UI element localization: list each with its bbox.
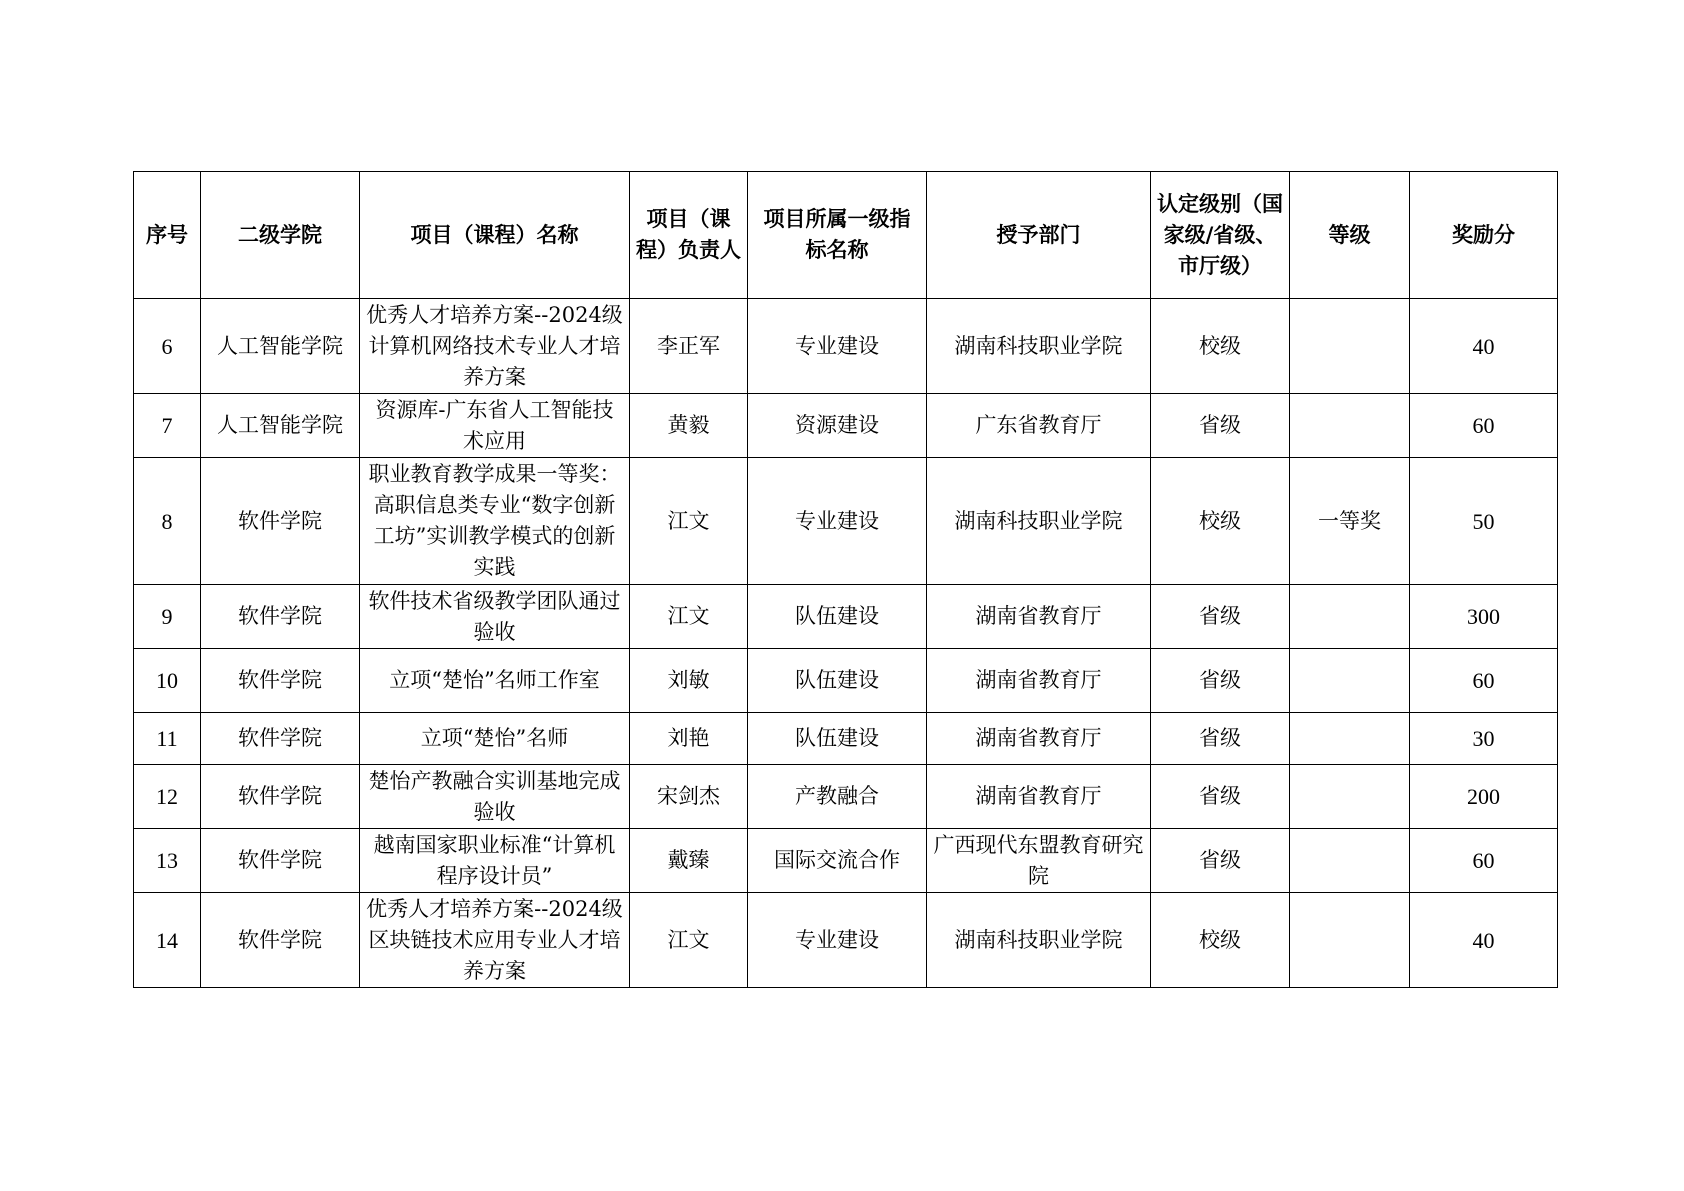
cell-level: 省级 [1151, 585, 1290, 649]
table-row [134, 394, 1558, 458]
table-row [134, 299, 1558, 394]
cell-project-name: 立项“楚怡”名师 [360, 713, 630, 765]
cell-index: 12 [134, 765, 201, 829]
cell-level: 省级 [1151, 829, 1290, 893]
cell-grade [1290, 829, 1410, 893]
cell-project-name: 职业教育教学成果一等奖：高职信息类专业“数字创新工坊”实训教学模式的创新实践 [360, 458, 630, 585]
cell-level: 省级 [1151, 649, 1290, 713]
cell-index: 8 [134, 458, 201, 585]
cell-index: 6 [134, 299, 201, 394]
cell-department: 湖南省教育厅 [927, 713, 1151, 765]
cell-grade [1290, 299, 1410, 394]
cell-department: 湖南省教育厅 [927, 585, 1151, 649]
cell-score: 200 [1410, 765, 1558, 829]
cell-index: 14 [134, 893, 201, 988]
cell-level: 校级 [1151, 458, 1290, 585]
cell-indicator: 专业建设 [748, 299, 927, 394]
cell-department: 广东省教育厅 [927, 394, 1151, 458]
cell-department: 湖南科技职业学院 [927, 299, 1151, 394]
cell-level: 省级 [1151, 765, 1290, 829]
cell-grade [1290, 394, 1410, 458]
cell-score: 40 [1410, 299, 1558, 394]
cell-index: 7 [134, 394, 201, 458]
cell-department: 广西现代东盟教育研究院 [927, 829, 1151, 893]
cell-indicator: 队伍建设 [748, 713, 927, 765]
cell-leader: 李正军 [630, 299, 748, 394]
table-row [134, 585, 1558, 649]
header-indicator: 项目所属一级指标名称 [748, 172, 927, 299]
cell-grade: 一等奖 [1290, 458, 1410, 585]
cell-project-name: 优秀人才培养方案--2024级区块链技术应用专业人才培养方案 [360, 893, 630, 988]
cell-grade [1290, 585, 1410, 649]
table-row [134, 829, 1558, 893]
cell-index: 9 [134, 585, 201, 649]
header-score: 奖励分 [1410, 172, 1558, 299]
table-row [134, 458, 1558, 585]
cell-leader: 宋剑杰 [630, 765, 748, 829]
cell-grade [1290, 765, 1410, 829]
cell-score: 40 [1410, 893, 1558, 988]
cell-indicator: 国际交流合作 [748, 829, 927, 893]
cell-score: 60 [1410, 829, 1558, 893]
cell-college: 软件学院 [201, 829, 360, 893]
cell-leader: 江文 [630, 585, 748, 649]
cell-indicator: 专业建设 [748, 893, 927, 988]
cell-project-name: 资源库-广东省人工智能技术应用 [360, 394, 630, 458]
header-department: 授予部门 [927, 172, 1151, 299]
cell-project-name: 越南国家职业标准“计算机程序设计员” [360, 829, 630, 893]
cell-college: 软件学院 [201, 893, 360, 988]
header-project-name: 项目（课程）名称 [360, 172, 630, 299]
cell-score: 30 [1410, 713, 1558, 765]
cell-college: 软件学院 [201, 765, 360, 829]
table-row [134, 893, 1558, 988]
header-level: 认定级别（国家级/省级、市厅级） [1151, 172, 1290, 299]
cell-level: 校级 [1151, 893, 1290, 988]
header-grade: 等级 [1290, 172, 1410, 299]
cell-level: 省级 [1151, 713, 1290, 765]
cell-leader: 戴臻 [630, 829, 748, 893]
cell-project-name: 立项“楚怡”名师工作室 [360, 649, 630, 713]
cell-project-name: 楚怡产教融合实训基地完成验收 [360, 765, 630, 829]
cell-grade [1290, 893, 1410, 988]
cell-level: 省级 [1151, 394, 1290, 458]
cell-indicator: 产教融合 [748, 765, 927, 829]
cell-index: 11 [134, 713, 201, 765]
cell-project-name: 优秀人才培养方案--2024级计算机网络技术专业人才培养方案 [360, 299, 630, 394]
cell-department: 湖南科技职业学院 [927, 458, 1151, 585]
header-college: 二级学院 [201, 172, 360, 299]
cell-score: 50 [1410, 458, 1558, 585]
cell-indicator: 队伍建设 [748, 649, 927, 713]
cell-index: 10 [134, 649, 201, 713]
header-row [134, 172, 1558, 299]
cell-department: 湖南科技职业学院 [927, 893, 1151, 988]
table-row [134, 649, 1558, 713]
cell-leader: 黄毅 [630, 394, 748, 458]
cell-score: 60 [1410, 394, 1558, 458]
cell-grade [1290, 713, 1410, 765]
cell-college: 软件学院 [201, 713, 360, 765]
cell-indicator: 队伍建设 [748, 585, 927, 649]
header-index: 序号 [134, 172, 201, 299]
table-row [134, 713, 1558, 765]
cell-college: 软件学院 [201, 649, 360, 713]
cell-project-name: 软件技术省级教学团队通过验收 [360, 585, 630, 649]
cell-department: 湖南省教育厅 [927, 649, 1151, 713]
cell-department: 湖南省教育厅 [927, 765, 1151, 829]
table-row [134, 765, 1558, 829]
header-leader: 项目（课程）负责人 [630, 172, 748, 299]
cell-leader: 江文 [630, 458, 748, 585]
cell-college: 软件学院 [201, 585, 360, 649]
cell-level: 校级 [1151, 299, 1290, 394]
cell-indicator: 资源建设 [748, 394, 927, 458]
cell-college: 软件学院 [201, 458, 360, 585]
cell-leader: 江文 [630, 893, 748, 988]
cell-score: 300 [1410, 585, 1558, 649]
cell-leader: 刘艳 [630, 713, 748, 765]
cell-grade [1290, 649, 1410, 713]
cell-score: 60 [1410, 649, 1558, 713]
cell-indicator: 专业建设 [748, 458, 927, 585]
cell-index: 13 [134, 829, 201, 893]
cell-leader: 刘敏 [630, 649, 748, 713]
cell-college: 人工智能学院 [201, 299, 360, 394]
cell-college: 人工智能学院 [201, 394, 360, 458]
award-table [133, 171, 1558, 988]
